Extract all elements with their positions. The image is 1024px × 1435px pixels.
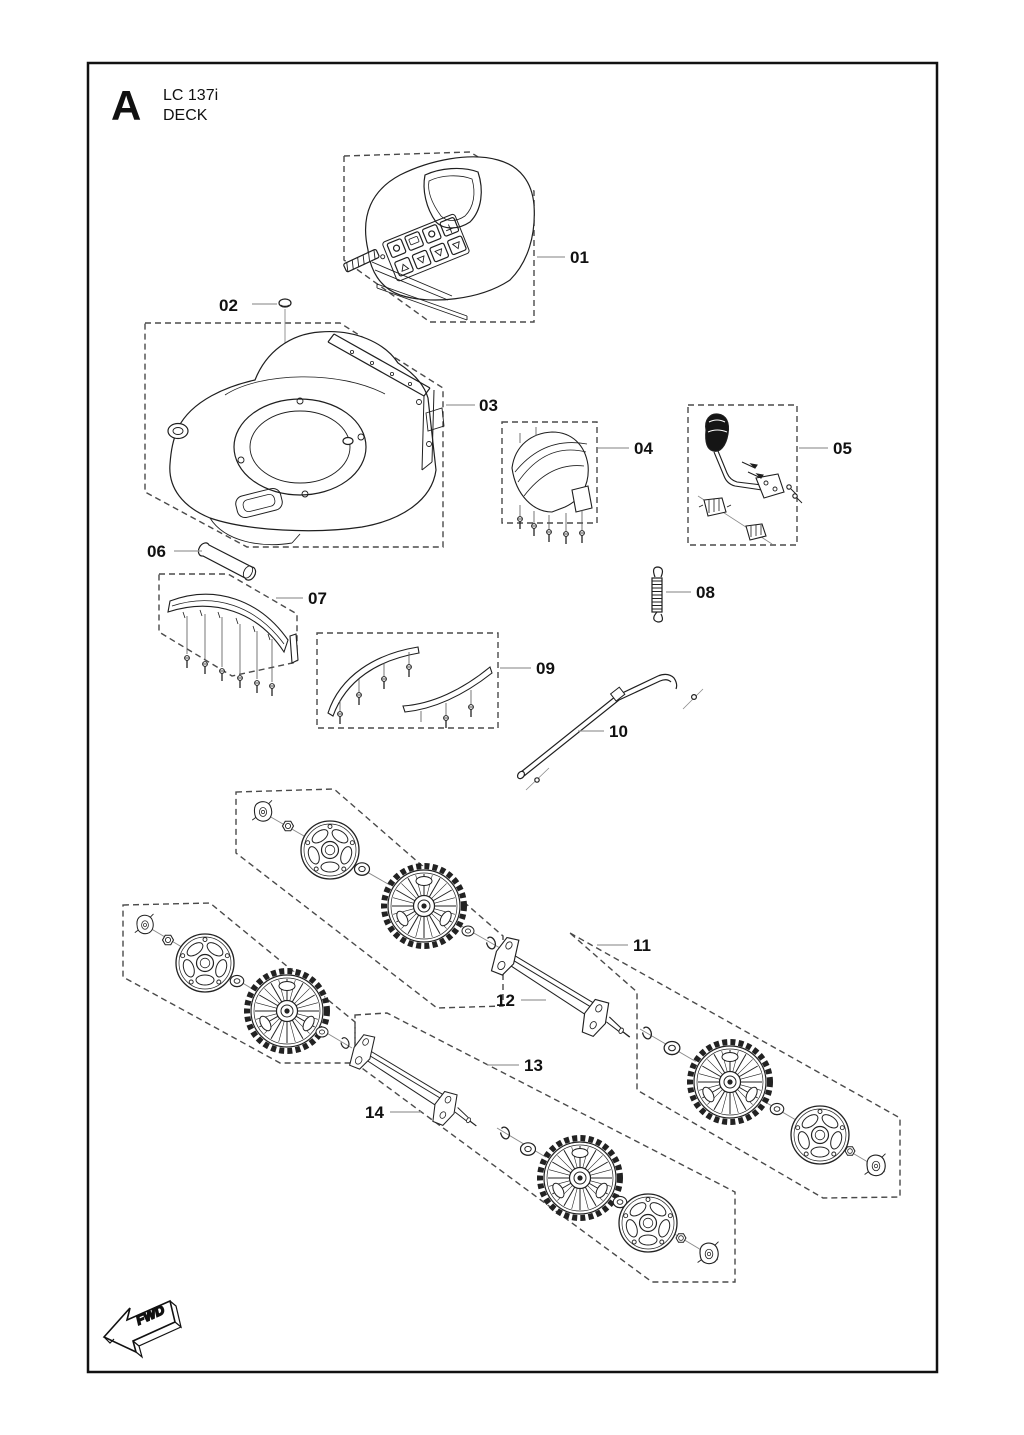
hub-cap xyxy=(301,821,359,879)
callout-14[interactable]: 14 xyxy=(365,1103,384,1122)
washer xyxy=(770,1103,784,1114)
washer xyxy=(230,975,244,987)
page-title: DECK xyxy=(163,107,208,124)
callout-04[interactable]: 04 xyxy=(634,439,653,458)
callout-10[interactable]: 10 xyxy=(609,722,628,741)
hub-cap xyxy=(176,934,234,992)
callout-09[interactable]: 09 xyxy=(536,659,555,678)
callout-05[interactable]: 05 xyxy=(833,439,852,458)
bushing xyxy=(664,1041,680,1054)
section-letter: A xyxy=(111,82,142,129)
wheel-nut xyxy=(845,1147,855,1156)
callout-11[interactable]: 11 xyxy=(633,936,651,955)
bushing xyxy=(521,1143,536,1156)
wheel xyxy=(690,1042,770,1122)
hub-cap xyxy=(619,1194,677,1252)
wheel xyxy=(247,971,327,1051)
callout-06[interactable]: 06 xyxy=(147,542,166,561)
wheel xyxy=(384,866,464,946)
wheel-nut xyxy=(283,821,294,831)
callout-13[interactable]: 13 xyxy=(524,1056,543,1075)
fwd-label: FWD xyxy=(133,1302,167,1328)
washer xyxy=(355,863,370,876)
washer xyxy=(462,926,474,936)
wheel-nut xyxy=(676,1234,686,1243)
callout-08[interactable]: 08 xyxy=(696,583,715,602)
hub-cap xyxy=(791,1106,849,1164)
callout-07[interactable]: 07 xyxy=(308,589,327,608)
callout-03[interactable]: 03 xyxy=(479,396,498,415)
callout-12[interactable]: 12 xyxy=(496,991,515,1010)
deck-plug-seat xyxy=(343,438,353,445)
model-name: LC 137i xyxy=(163,87,219,104)
washer xyxy=(316,1027,328,1037)
wheel xyxy=(540,1138,620,1218)
callout-02[interactable]: 02 xyxy=(219,296,238,315)
deck-grommet xyxy=(168,424,188,439)
wheel-nut xyxy=(163,935,174,945)
callout-01[interactable]: 01 xyxy=(570,248,589,267)
